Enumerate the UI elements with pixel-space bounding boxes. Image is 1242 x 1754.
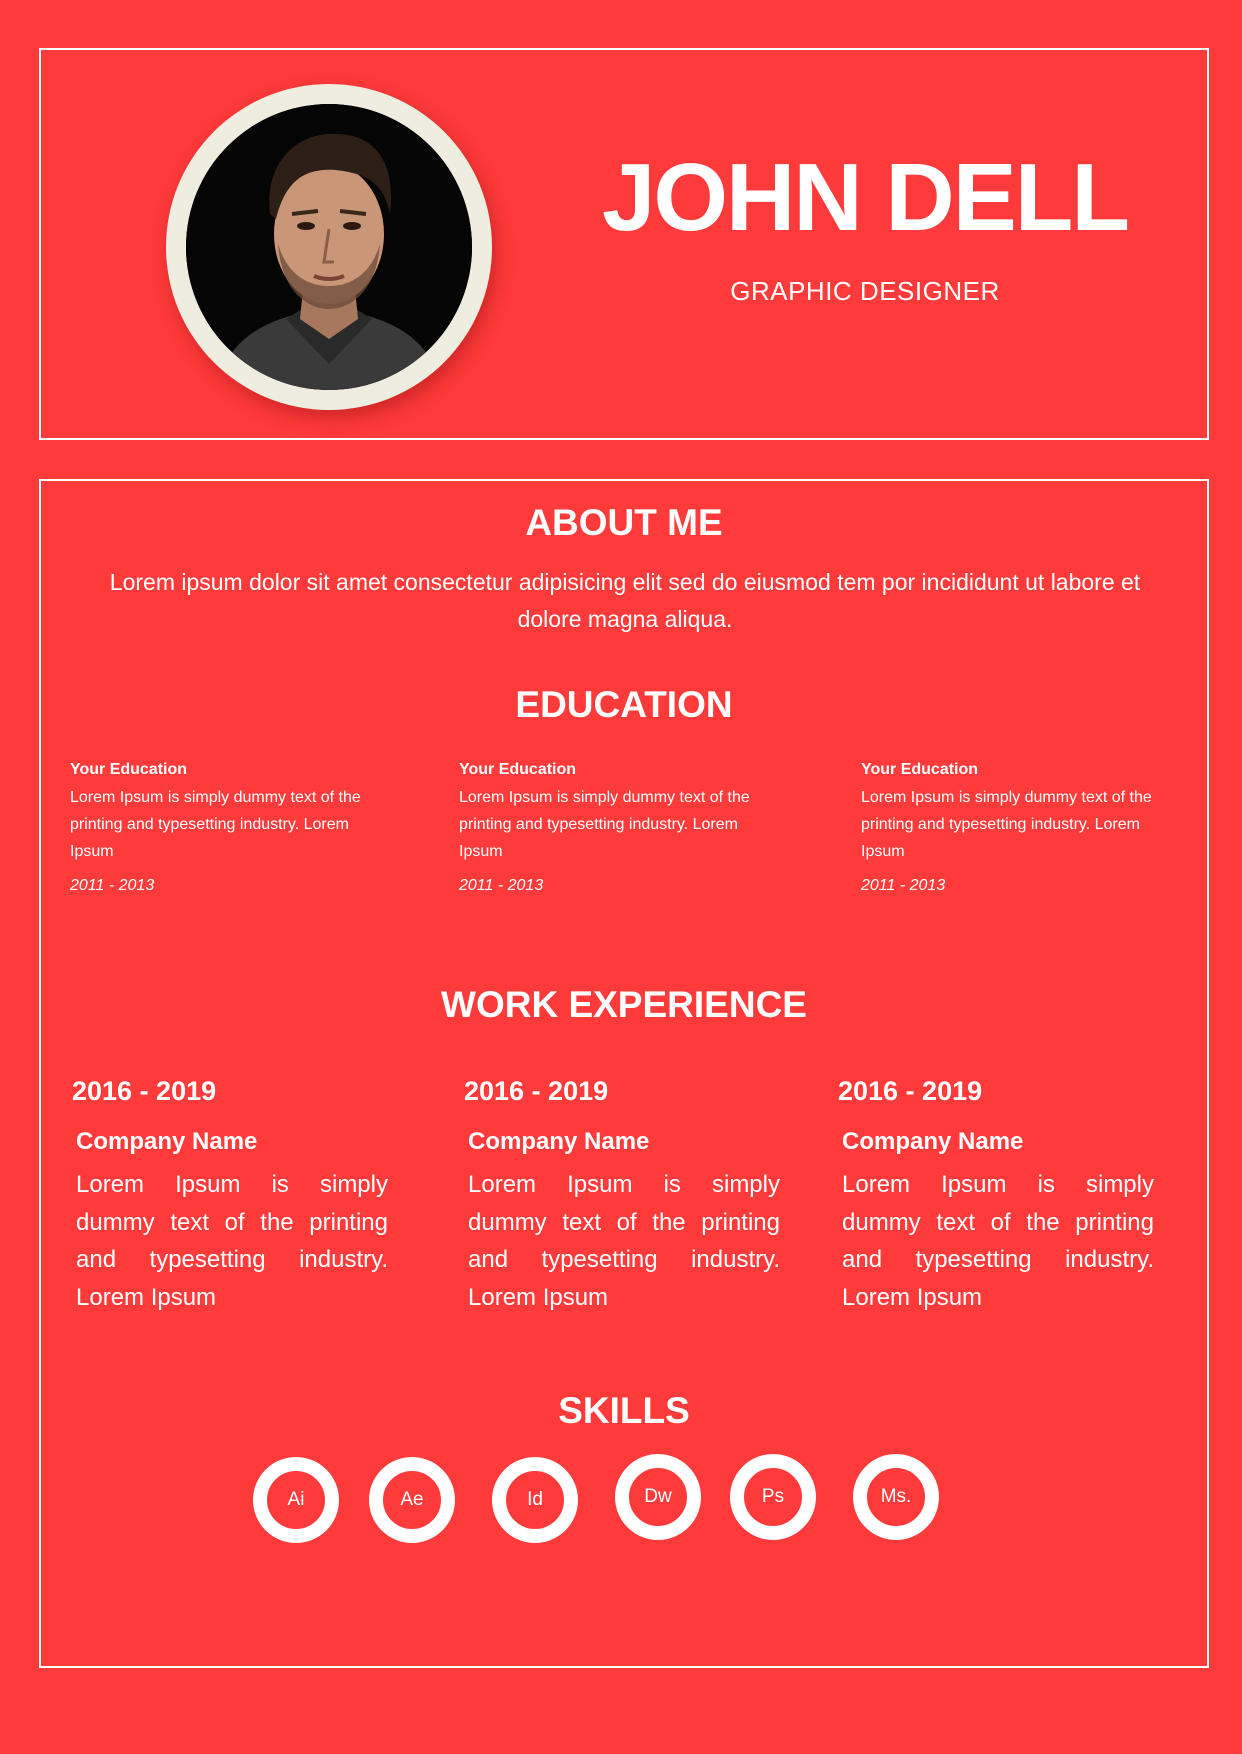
skill-badge-ai: Ai: [253, 1457, 339, 1543]
education-item-text: Lorem Ipsum is simply dummy text of the printing and typesetting industry. Lorem Ipsum: [70, 789, 361, 860]
education-item-text: Lorem Ipsum is simply dummy text of the printing and typesetting industry. Lorem Ipsum: [861, 789, 1152, 860]
skills-title: SKILLS: [558, 1390, 690, 1431]
work-item: [72, 1074, 392, 1316]
work-item-date: 2016 - 2019: [72, 1076, 217, 1106]
education-item: [459, 758, 779, 895]
skill-badge-id: Id: [492, 1457, 578, 1543]
portrait-photo-icon: [186, 104, 472, 390]
education-item: [70, 758, 390, 895]
education-item-date: 2011 - 2013: [861, 877, 946, 894]
education-item-text: Lorem Ipsum is simply dummy text of the printing and typesetting industry. Lorem Ipsum: [459, 789, 750, 860]
education-item-date: 2011 - 2013: [459, 877, 544, 894]
work-experience-title: WORK EXPERIENCE: [441, 984, 807, 1025]
skill-badge-ms: Ms.: [853, 1454, 939, 1540]
job-title: GRAPHIC DESIGNER: [730, 276, 1000, 306]
about-text: Lorem ipsum dolor sit amet consectetur adipisicing elit sed do eiusmod tem por incididunt ut labore et dolore magna aliqua.: [109, 569, 1141, 632]
education-item-title: Your Education: [861, 761, 979, 778]
work-item-text: Lorem Ipsum is simply dummy text of the printing and typesetting industry. Lorem Ipsum: [468, 1171, 780, 1311]
education-item-title: Your Education: [459, 761, 577, 778]
skill-badge-ps: Ps: [730, 1454, 816, 1540]
work-item-company: Company Name: [842, 1128, 1024, 1155]
work-item: [464, 1074, 784, 1316]
avatar: [166, 84, 492, 410]
skill-badge-ae: Ae: [369, 1457, 455, 1543]
education-item-title: Your Education: [70, 761, 188, 778]
work-item-text: Lorem Ipsum is simply dummy text of the printing and typesetting industry. Lorem Ipsum: [76, 1171, 388, 1311]
skill-badge-dw: Dw: [615, 1454, 701, 1540]
education-item: [861, 758, 1181, 895]
work-item-text: Lorem Ipsum is simply dummy text of the printing and typesetting industry. Lorem Ipsum: [842, 1171, 1154, 1311]
about-title: ABOUT ME: [525, 502, 723, 543]
education-title: EDUCATION: [515, 684, 733, 725]
person-name: JOHN DELL: [601, 144, 1129, 251]
work-item-date: 2016 - 2019: [464, 1076, 609, 1106]
work-item-company: Company Name: [468, 1128, 650, 1155]
work-item: [838, 1074, 1158, 1316]
education-item-date: 2011 - 2013: [70, 877, 155, 894]
work-item-date: 2016 - 2019: [838, 1076, 983, 1106]
work-item-company: Company Name: [76, 1128, 258, 1155]
